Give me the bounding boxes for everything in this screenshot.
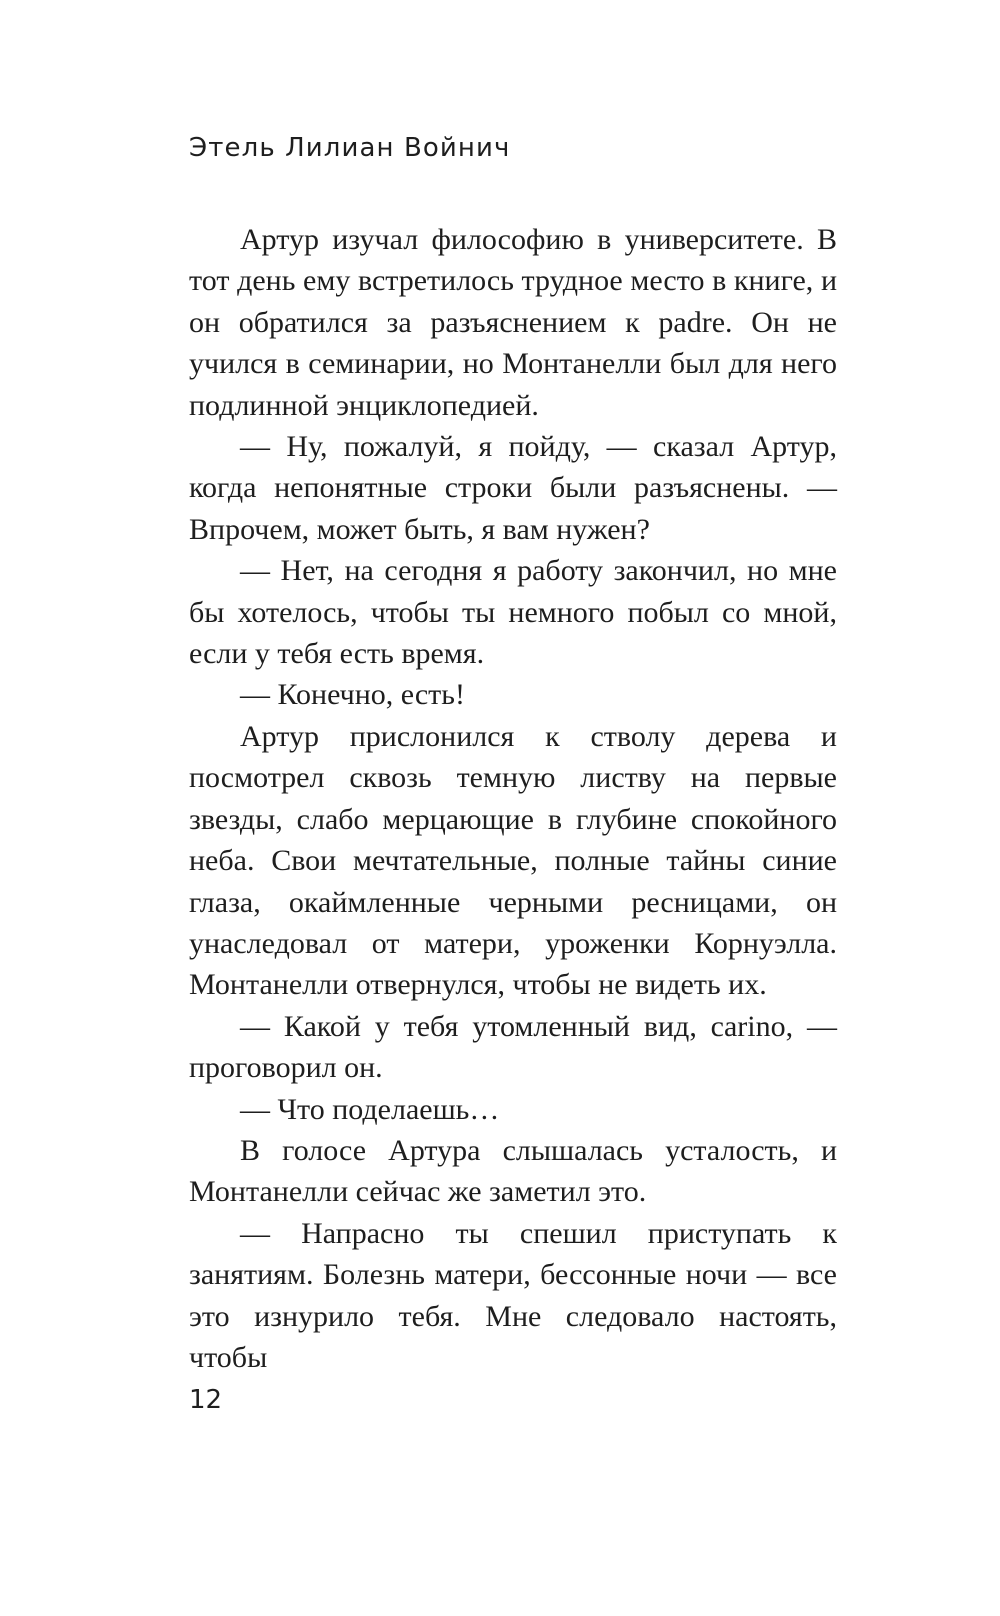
body-text — [189, 219, 837, 1378]
paragraph-continued: — Напрасно ты спешил приступать к занятиям. Болезнь матери, бессонные ночи — все это изнурило тебя. Мне следовало настоять, чтобы — [189, 1216, 837, 1374]
paragraph: — Какой у тебя утомленный вид, carino, — проговорил он. — [189, 1009, 837, 1085]
paragraph: — Что поделаешь… — [240, 1092, 500, 1126]
paragraph: Артур прислонился к стволу дерева и посмотрел сквозь темную листву на первые звезды, слабо мерцающие в глубине спокойного неба. Свои мечтательные, полные тайны синие глаза, окаймленные черными ресницами, он унаследовал от матери, уроженки Корнуэлла. Монтанелли отвернулся, чтобы не видеть их. — [189, 719, 837, 1002]
page-number: 12 — [189, 1385, 223, 1415]
running-head-author: Этель Лилиан Войнич — [189, 133, 511, 163]
paragraph: — Нет, на сегодня я работу закончил, но мне бы хотелось, чтобы ты немного побыл со мной, если у тебя есть время. — [189, 554, 837, 671]
paragraph: — Конечно, есть! — [240, 678, 465, 712]
paragraph: — Ну, пожалуй, я пойду, — сказал Артур, когда непонятные строки были разъяснены. — Впрочем, может быть, я вам нужен? — [189, 430, 837, 546]
paragraph: Артур изучал философию в университете. В тот день ему встретилось трудное место в книге, и он обратился за разъяснением к padre. Он не учился в семинарии, но Монтанелли был для него подлинной энциклопедией. — [189, 223, 837, 422]
paragraph: В голосе Артура слышалась усталость, и Монтанелли сейчас же заметил это. — [189, 1133, 837, 1209]
